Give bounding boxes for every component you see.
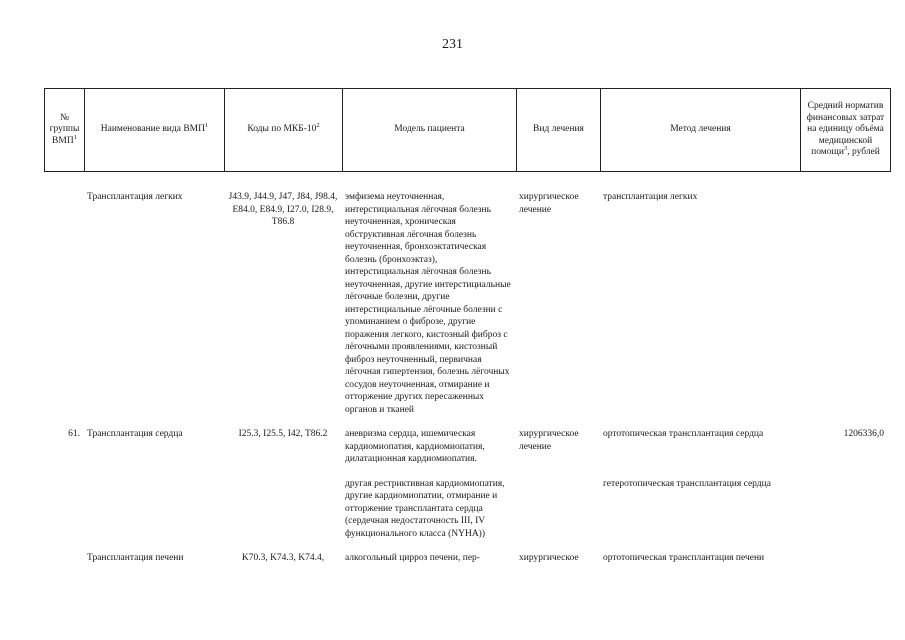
header-patient-model: Модель пациента (343, 89, 517, 172)
header-treatment-type: Вид лечения (517, 89, 601, 172)
header-mkb-codes: Коды по МКБ-$10^2$ (225, 89, 343, 172)
row-cost (800, 191, 890, 416)
table-row (44, 191, 890, 416)
row-vmp-name: Трансплантация сердца (87, 429, 183, 439)
row-method: гетеротопическая трансплантация сердца (603, 478, 771, 489)
page-number: 231 (442, 37, 463, 52)
row-method: трансплантация легких (603, 192, 698, 202)
row-vmp-name (84, 478, 224, 541)
row-number (44, 191, 84, 416)
header-vmp-name: Наименование вида ВМП$^1$ (85, 89, 225, 172)
header-treatment-method: Метод лечения (601, 89, 801, 172)
row-cost (800, 552, 890, 565)
row-model: аневризма сердца, ишемическая кардиомиопатия, кардиомиопатия, дилатационная кардиомиопатия. (345, 429, 485, 464)
header-group-no: № группы ВМП$^1$ (45, 89, 85, 172)
table-row (44, 428, 890, 466)
row-cost: 1206336,0 (843, 429, 884, 439)
row-treatment-type: хирургическое (519, 553, 579, 563)
row-vmp-name: Трансплантация печени (87, 553, 184, 563)
row-number: 61. (68, 429, 80, 439)
table-header (44, 88, 891, 172)
row-cost (800, 478, 890, 541)
row-model: эмфизема неуточненная, интерстициальная лёгочная болезнь неуточненная, хроническая обструктивная лёгочная болезнь неуточненная, бронхоэктатическая болезнь (бронхоэктаз), интерстициальная лёгочная болезнь неуточненная, другие интерстициальные лёгочные болезни, другие интерстициальные лёгочные болезни с упоминанием о фиброзе, другие поражения легкого, кистозный фиброз с лёгочными проявлениями, кистозный фиброз неуточненный, первичная лёгочная гипертензия, болезнь лёгочных сосудов неуточненная, отмирание и отторжение других пересаженных органов и тканей (345, 192, 511, 415)
row-treatment-type: хирургическое лечение (519, 429, 579, 452)
row-vmp-name: Трансплантация легких (87, 192, 183, 202)
row-codes: I25.3, I25.5, I42, T86.2 (238, 429, 328, 439)
row-codes: J43.9, J44.9, J47, J84, J98.4, E84.0, E84.9, I27.0, I28.9, T86.8 (228, 192, 338, 227)
row-method: ортотопическая трансплантация печени (603, 553, 765, 563)
row-number (44, 478, 84, 541)
row-treatment-type: хирургическое лечение (519, 192, 579, 215)
table-row (44, 552, 890, 565)
table-body (44, 191, 890, 565)
row-method: ортотопическая трансплантация сердца (603, 429, 764, 439)
row-model: другая рестриктивная кардиомиопатия, другие кардиомиопатии, отмирание и отторжение трансплантата сердца (сердечная недостаточность III, IV функционального класса (NYHA)) (345, 478, 505, 539)
row-number (44, 552, 84, 565)
row-codes (224, 478, 342, 541)
row-codes: K70.3, K74.3, K74.4, (241, 553, 325, 563)
table-row (44, 478, 890, 541)
row-model: алкогольный цирроз печени, пер- (345, 553, 480, 563)
row-treatment-type (516, 478, 600, 541)
header-avg-cost: Средний норматив финансовых затрат на единицу объёма медицинской помощи$^3$, рублей (801, 89, 891, 172)
